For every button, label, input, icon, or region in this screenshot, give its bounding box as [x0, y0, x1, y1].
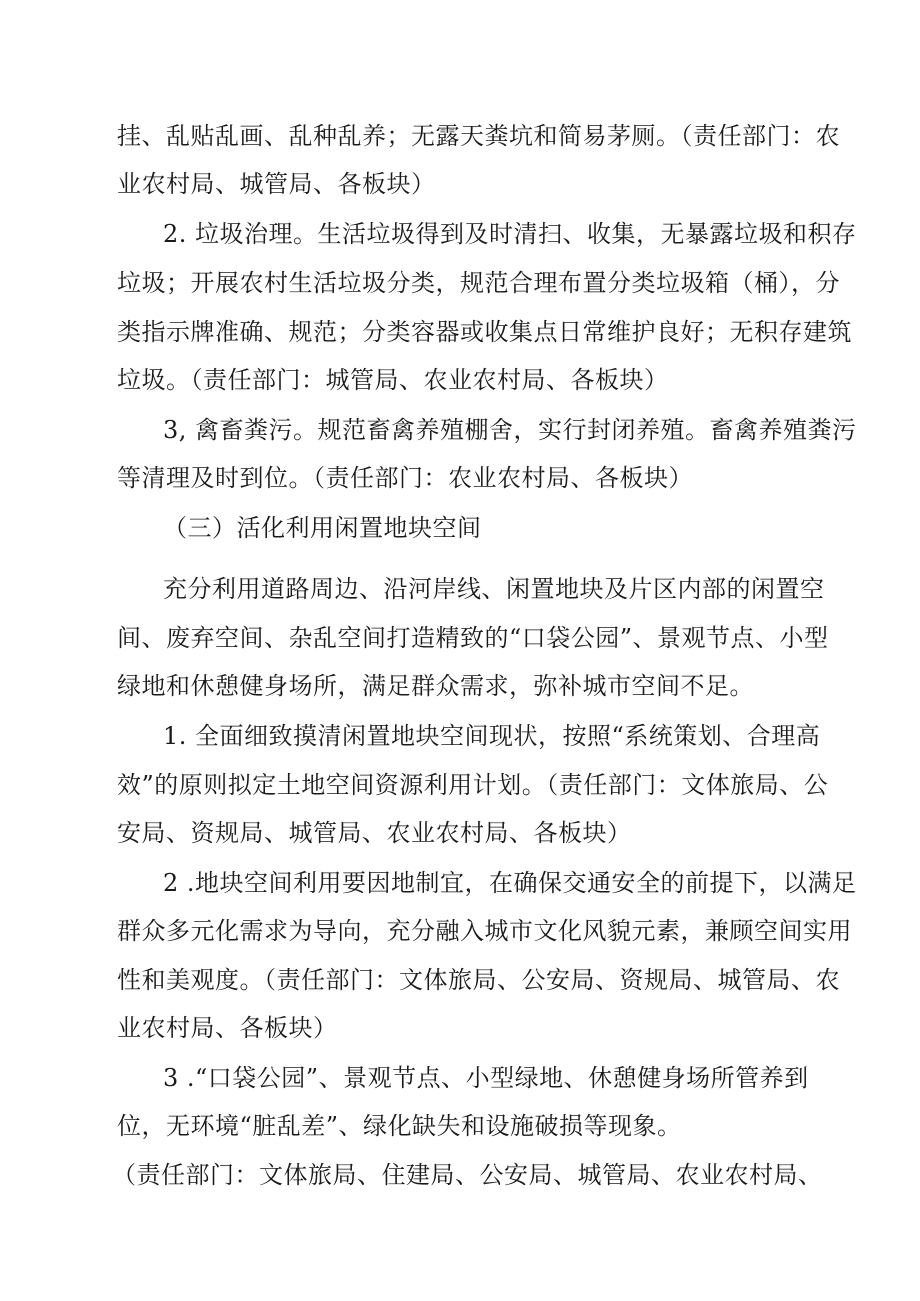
text-line: 充分利用道路周边、沿河岸线、闲置地块及片区内部的闲置空	[163, 575, 825, 603]
text-line: 垃圾。（责任部门：城管局、农业农村局、各板块）	[117, 366, 669, 394]
text-line: 间、废弃空间、杂乱空间打造精致的“口袋公园”、景观节点、小型	[117, 624, 829, 652]
text-line: 效”的原则拟定土地空间资源利用计划。（责任部门：文体旅局、公	[117, 771, 829, 799]
text-line: 垃圾；开展农村生活垃圾分类，规范合理布置分类垃圾箱（桶），分	[117, 269, 840, 297]
text-line: 等清理及时到位。（责任部门：农业农村局、各板块）	[117, 464, 693, 492]
list-item-heading: 3, 禽畜粪污。规范畜禽养殖棚舍，实行封闭养殖。畜禽养殖粪污	[163, 416, 857, 444]
text-line: （责任部门：文体旅局、住建局、公安局、城管局、农业农村局、	[112, 1161, 823, 1189]
list-item-heading: 2. 垃圾治理。生活垃圾得到及时清扫、收集，无暴露垃圾和积存	[163, 220, 857, 248]
text-line: 绿地和休憩健身场所，满足群众需求，弥补城市空间不足。	[117, 672, 754, 700]
text-line: 安局、资规局、城管局、农业农村局、各板块）	[117, 819, 632, 847]
section-heading: （三）活化利用闲置地块空间	[163, 514, 482, 542]
list-item-heading: 2 .地块空间利用要因地制宜，在确保交通安全的前提下，以满足	[163, 869, 857, 897]
list-item-heading: 1. 全面细致摸清闲置地块空间现状，按照“系统策划、合理高	[163, 722, 821, 750]
text-line: 挂、乱贴乱画、乱种乱养；无露天粪坑和简易茅厕。（责任部门：农	[117, 122, 840, 150]
text-line: 群众多元化需求为导向，充分融入城市文化风貌元素，兼顾空间实用	[117, 917, 852, 945]
list-item-heading: 3 .“口袋公园”、景观节点、小型绿地、休憩健身场所管养到	[163, 1064, 809, 1092]
text-line: 业农村局、城管局、各板块）	[117, 170, 436, 198]
text-line: 性和美观度。（责任部门：文体旅局、公安局、资规局、城管局、农	[117, 966, 840, 994]
text-line: 业农村局、各板块）	[117, 1014, 338, 1042]
text-line: 类指示牌准确、规范；分类容器或收集点日常维护良好；无积存建筑	[117, 318, 852, 346]
text-line: 位，无环境“脏乱差”、绿化缺失和设施破损等现象。	[117, 1112, 682, 1140]
